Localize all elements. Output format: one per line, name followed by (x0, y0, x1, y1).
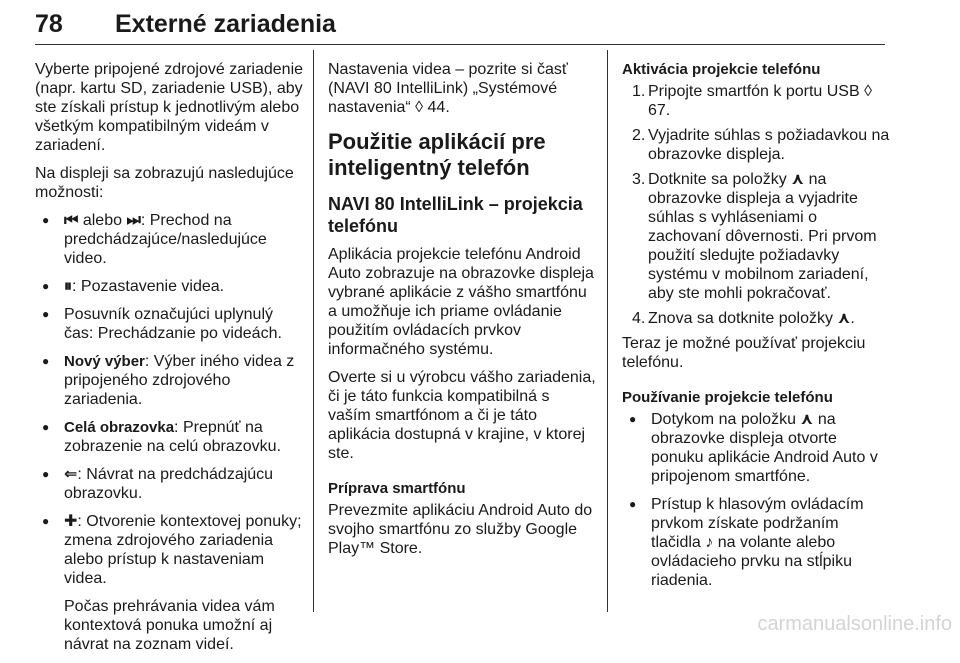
activation-steps (622, 82, 890, 328)
android-auto-icon: ⋏ (837, 310, 851, 327)
list-item: ● ⏮ alebo ⏭: Prechod na predchádzajúce/nasledujúce video. (35, 211, 303, 268)
list-item: 4. Znova sa dotknite položky ⋏. (632, 310, 855, 327)
prep-title: Príprava smartfónu (328, 480, 466, 497)
back-arrow-icon: ⇐ (64, 466, 78, 483)
list-item: ● Prístup k hlasovým ovládacím prvkom získate podržaním tlačidla ♪ na volante alebo ovládacieho prvku na stĺpiku riadenia. (622, 495, 890, 590)
voice-control-icon: ♪ (705, 534, 714, 551)
reference-icon: ◊ (864, 83, 872, 100)
list-item: ● Celá obrazovka: Prepnúť na zobrazenie na celú obrazovku. (35, 418, 303, 456)
reference-icon: ◊ (415, 99, 424, 116)
activation-title: Aktivácia projekcie telefónu (622, 61, 821, 78)
page-header (35, 6, 885, 45)
previous-track-icon: ⏮ (64, 212, 79, 229)
usage-title: Používanie projekcie telefónu (622, 389, 833, 406)
prep-text: Prevezmite aplikáciu Android Auto do svojho smartfónu zo služby Google Play™ Store. (328, 502, 593, 557)
list-item: ● Nový výber: Výber iného videa z pripojeného zdrojového zariadenia. (35, 352, 303, 409)
now-paragraph: Teraz je možné používať projekciu telefónu. (622, 335, 866, 371)
column-divider-2 (607, 50, 608, 612)
list-item: ● ✚: Otvorenie kontextovej ponuky; zmena zdrojového zariadenia alebo prístup k nastaveniam videa. (35, 512, 303, 588)
options-list (35, 211, 303, 588)
android-auto-icon: ⋏ (791, 171, 805, 188)
list-item: 3. Dotknite sa položky ⋏ na obrazovke displeja a vyjadrite súhlas s vyhláseniami o zachovaní dôvernosti. Pri prvom použití sledujte požiadavky systému v mobilnom zariadení, aby ste mohli pokračovať. (632, 171, 877, 302)
video-settings-paragraph: Nastavenia videa – pozrite si časť (NAVI 80 IntelliLink) „Systémové nastavenia“ ◊ 44. (328, 61, 568, 116)
next-track-icon: ⏭ (126, 212, 141, 229)
new-selection-label: Nový výber (64, 353, 145, 370)
column-2 (328, 60, 596, 567)
list-item: ● Dotykom na položku ⋏ na obrazovke displeja otvorte ponuku aplikácie Android Auto v pripojenom smartfóne. (622, 410, 890, 486)
paragraph-1: Aplikácia projekcie telefónu Android Auto zobrazuje na obrazovke displeja vybrané aplikácie z vášho smartfónu a umožňuje ich priame ovládanie použitím ovládacích prvkov informačného systému. (328, 246, 594, 358)
watermark-url: carmanualsonline.info (757, 613, 952, 635)
page-number: 78 (35, 10, 63, 38)
paragraph-2: Overte si u výrobcu vášho zariadenia, či je táto funkcia kompatibilná s vaším smartfónom a či je táto aplikácia dostupná v krajine, v ktorej ste. (328, 369, 596, 462)
subsection-heading: NAVI 80 IntelliLink – projekcia telefónu (328, 194, 583, 236)
list-item: ● ⇐: Návrat na predchádzajúcu obrazovku. (35, 465, 303, 503)
list-item: 1. Pripojte smartfón k portu USB ◊ 67. (632, 83, 872, 119)
after-bullets-paragraph: Počas prehrávania videa vám kontextová ponuka umožní aj návrat na zoznam videí. (64, 598, 275, 653)
intro-paragraph: Vyberte pripojené zdrojové zariadenie (napr. kartu SD, zariadenie USB), aby ste získali prístup k jednotlivým alebo všetkým kompatibilným videám v zariadení. (35, 61, 304, 154)
section-heading: Použitie aplikácií pre inteligentný telefón (328, 129, 546, 180)
list-item: ● Posuvník označujúci uplynulý čas: Prechádzanie po videách. (35, 305, 303, 343)
android-auto-icon: ⋏ (800, 411, 814, 428)
usage-list (622, 410, 890, 590)
list-item: ● ⏸: Pozastavenie videa. (35, 277, 303, 296)
column-1 (35, 60, 303, 663)
full-screen-label: Celá obrazovka (64, 419, 175, 436)
options-intro: Na displeji sa zobrazujú nasledujúce možnosti: (35, 165, 294, 201)
column-3 (622, 60, 890, 599)
plus-icon: ✚ (64, 513, 78, 530)
pause-icon: ⏸ (64, 278, 73, 295)
section-title: Externé zariadenia (115, 10, 336, 38)
list-item: 2. Vyjadrite súhlas s požiadavkou na obrazovke displeja. (632, 127, 890, 163)
column-divider-1 (313, 50, 314, 612)
